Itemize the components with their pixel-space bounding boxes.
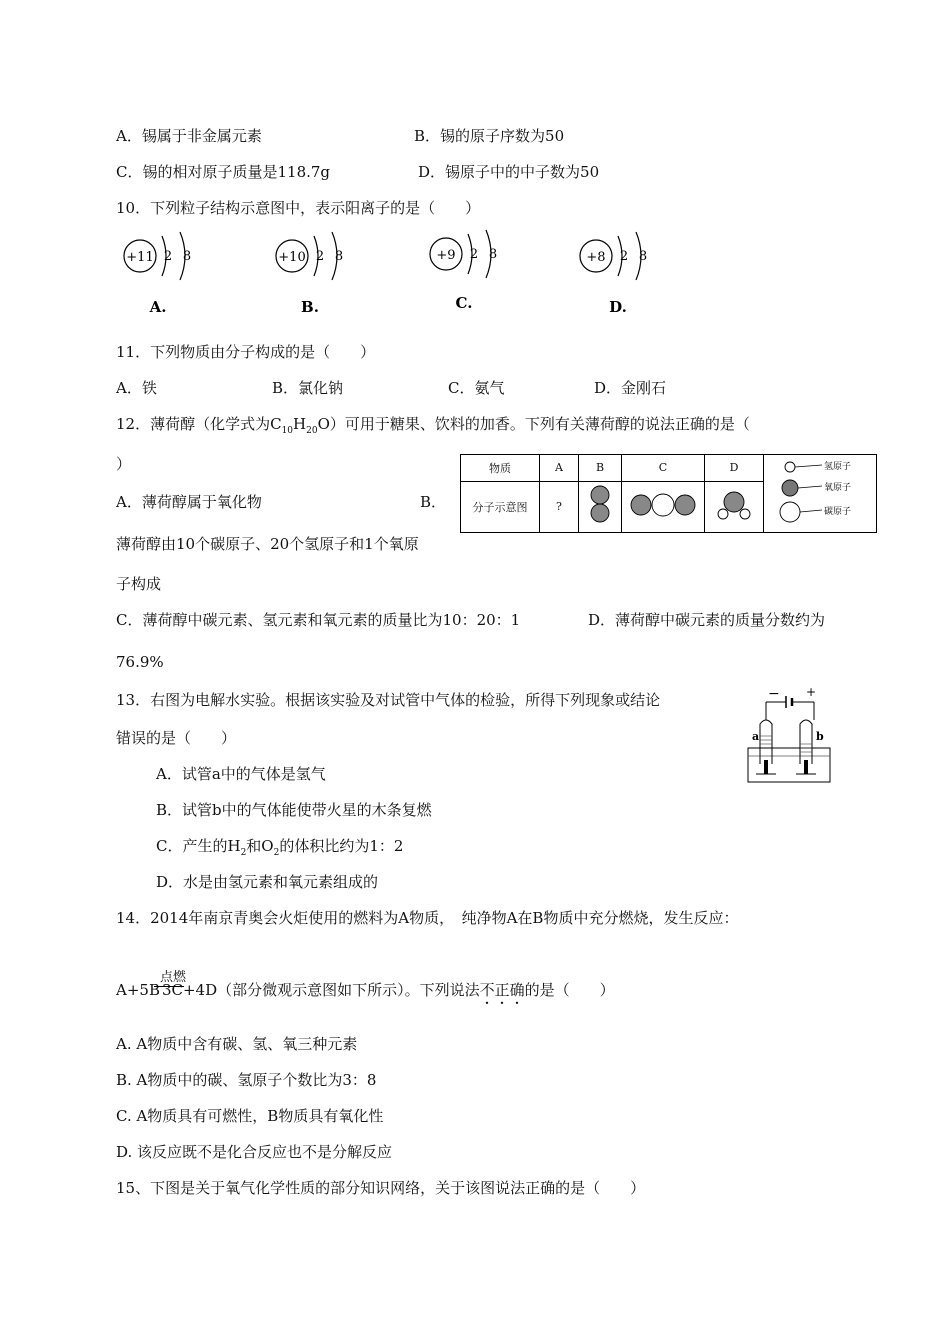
tube-b-label: b bbox=[816, 730, 824, 743]
nucleus-charge: +8 bbox=[586, 250, 606, 265]
q13-option-a: A．试管a中的气体是氢气 bbox=[156, 765, 326, 783]
diagram-label: D. bbox=[609, 298, 627, 316]
molecule-a-unknown: ? bbox=[540, 481, 579, 532]
shell1-electrons: 2 bbox=[163, 249, 173, 264]
shell1-electrons: 2 bbox=[315, 249, 325, 264]
q13-stem-cont: 错误的是（ ） bbox=[116, 729, 237, 747]
q14-option-b: B. A物质中的碳、氢原子个数比为3：8 bbox=[116, 1071, 377, 1089]
battery-negative-sign: − bbox=[768, 686, 780, 702]
tube-a-label: a bbox=[752, 730, 760, 743]
molecule-table bbox=[460, 454, 877, 533]
q13-stem: 13．右图为电解水实验。根据该实验及对试管中气体的检验，所得下列现象或结论 bbox=[116, 691, 661, 709]
shell1-electrons: 2 bbox=[469, 247, 479, 262]
electrolysis-apparatus bbox=[746, 684, 836, 784]
atom-diagram-d bbox=[580, 232, 647, 316]
atom-diagram-a bbox=[124, 232, 191, 316]
q13-option-b: B．试管b中的气体能使带火星的木条复燃 bbox=[156, 801, 432, 819]
q12-option-b-text: 薄荷醇由10个碳原子、20个氢原子和1个氧原 bbox=[116, 535, 419, 553]
shell2-electrons: 8 bbox=[182, 249, 192, 264]
q9-option-b: B．锡的原子序数为50 bbox=[414, 127, 565, 145]
legend-oxygen-label: 氧原子 bbox=[824, 483, 852, 493]
q11-stem: 11．下列物质由分子构成的是（ ） bbox=[116, 343, 376, 361]
table-header-b: B bbox=[579, 455, 622, 482]
molecule-b-cell bbox=[579, 481, 622, 532]
reaction-arrow-line bbox=[154, 986, 184, 987]
q11-option-c: C．氨气 bbox=[448, 379, 505, 397]
atom-diagram-c bbox=[430, 230, 497, 312]
q15-stem: 15、下图是关于氧气化学性质的部分知识网络，关于该图说法正确的是（ ） bbox=[116, 1179, 646, 1197]
molecule-c-icon bbox=[623, 482, 703, 528]
q12-option-d-cont: 76.9% bbox=[116, 653, 164, 671]
atom-legend bbox=[764, 455, 877, 533]
table-header-d: D bbox=[705, 455, 764, 482]
battery-positive-sign: + bbox=[806, 685, 817, 699]
q14-option-c: C. A物质具有可燃性，B物质具有氧化性 bbox=[116, 1107, 384, 1125]
q12-option-a: A．薄荷醇属于氧化物 bbox=[116, 493, 262, 511]
q14-stem: 14．2014年南京青奥会火炬使用的燃料为A物质， 纯净物A在B物质中充分燃烧，发生反应： bbox=[116, 909, 739, 927]
q13-option-c: C．产生的$H_2$和$O_2$的体积比约为1：2 bbox=[156, 837, 404, 858]
q10-stem: 10．下列粒子结构示意图中，表示阳离子的是（ ） bbox=[116, 199, 481, 217]
q14-equation: A+5B 点燃 3C+4D（部分微观示意图如下所示）。下列说法不正确的是（ ） bbox=[116, 970, 615, 999]
legend-carbon-label: 碳原子 bbox=[824, 507, 852, 517]
q14-option-d: D. 该反应既不是化合反应也不是分解反应 bbox=[116, 1143, 393, 1161]
q12-option-d: D．薄荷醇中碳元素的质量分数约为 bbox=[588, 611, 826, 629]
nucleus-charge: +10 bbox=[278, 250, 306, 265]
molecule-d-icon bbox=[706, 482, 762, 528]
molecule-b-icon bbox=[580, 482, 620, 528]
q11-option-a: A．铁 bbox=[116, 379, 157, 397]
molecule-d-cell bbox=[705, 481, 764, 532]
q9-option-c: C．锡的相对原子质量是118.7g bbox=[116, 163, 331, 181]
shell1-electrons: 2 bbox=[619, 249, 629, 264]
diagram-label: B. bbox=[301, 298, 319, 316]
diagram-label: A. bbox=[149, 298, 167, 316]
table-header-substance: 物质 bbox=[461, 455, 540, 482]
emphasis-not-correct: 不正确 bbox=[479, 981, 525, 999]
q12-stem: 12．薄荷醇（化学式为$C_{10}H_{20}O$）可用于糖果、饮料的加香。下列有关薄荷醇的说法正确的是（ bbox=[116, 415, 750, 436]
shell2-electrons: 8 bbox=[638, 249, 648, 264]
nucleus-charge: +11 bbox=[126, 250, 154, 265]
q13-option-d: D．水是由氢元素和氧元素组成的 bbox=[156, 873, 379, 891]
q12-option-c: C．薄荷醇中碳元素、氢元素和氧元素的质量比为10：20：1 bbox=[116, 611, 521, 629]
q12-stem-close: ） bbox=[116, 455, 132, 473]
atom-structure-diagrams bbox=[110, 226, 690, 318]
table-header-a: A bbox=[540, 455, 579, 482]
nucleus-charge: +9 bbox=[436, 248, 456, 263]
legend-hydrogen-label: 氢原子 bbox=[824, 462, 852, 472]
q14-option-a: A. A物质中含有碳、氢、氧三种元素 bbox=[116, 1035, 358, 1053]
shell2-electrons: 8 bbox=[488, 247, 498, 262]
atom-diagram-b bbox=[276, 232, 343, 316]
diagram-label: C. bbox=[455, 294, 473, 312]
table-header-c: C bbox=[622, 455, 705, 482]
q12-option-b-label: B． bbox=[420, 493, 447, 511]
q9-option-d: D．锡原子中的中子数为50 bbox=[418, 163, 600, 181]
reaction-condition: 点燃 bbox=[159, 970, 186, 985]
table-row-label: 分子示意图 bbox=[461, 481, 540, 532]
q11-option-b: B．氯化钠 bbox=[272, 379, 344, 397]
shell2-electrons: 8 bbox=[334, 249, 344, 264]
q12-option-b-text-cont: 子构成 bbox=[116, 575, 162, 593]
q9-option-a: A．锡属于非金属元素 bbox=[116, 127, 262, 145]
molecule-c-cell bbox=[622, 481, 705, 532]
q11-option-d: D．金刚石 bbox=[594, 379, 667, 397]
